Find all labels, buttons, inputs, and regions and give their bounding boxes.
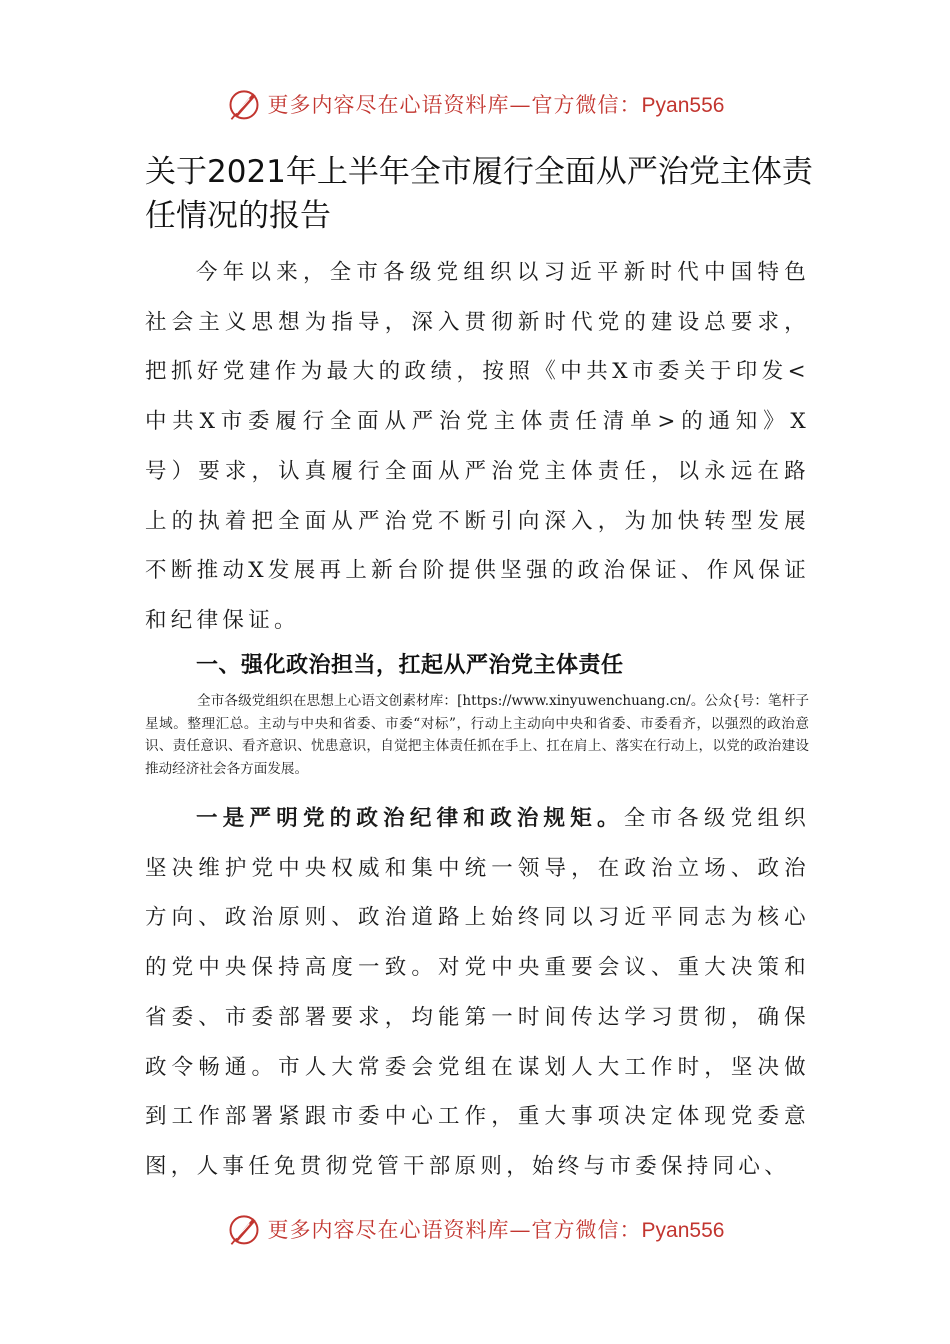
banner-text: 更多内容尽在心语资料库—官方微信：Pyan556 <box>267 1218 725 1242</box>
wechat-handle: Pyan556 <box>641 94 725 117</box>
section-note: 全市各级党组织在思想上心语文创素材库：[https://www.xinyuwenchuang.cn/。公众{号：笔杆子星域。整理汇总。主动与中央和省委、市委“对标”，行动上主动向中央和省委、市委看齐，以强烈的政治意识、责任意识、看齐意识、忧患意识，自觉把主体责任抓在手上、扛在肩上、落实在行动上，以党的政治建设推动经济社会各方面发展。 <box>145 693 809 777</box>
intro-paragraph: 今年以来，全市各级党组织以习近平新时代中国特色社会主义思想为指导，深入贯彻新时代党的建设总要求，把抓好党建作为最大的政绩，按照《中共X市委关于印发<中共X市委履行全面从严治党主体责任清单>的通知》X号）要求，认真履行全面从严治党主体责任，以永远在路上的执着把全面从严治党不断引向深入，为加快转型发展不断推动X发展再上新台阶提供坚强的政治保证、作风保证和纪律保证。 <box>145 260 810 633</box>
document-title: 关于2021年上半年全市履行全面从严治党主体责任情况的报告 <box>145 154 813 234</box>
point-lead: 一是严明党的政治纪律和政治规矩。 <box>196 806 624 831</box>
footer-banner <box>0 1209 950 1249</box>
point-paragraph <box>145 794 810 1192</box>
header-banner <box>0 84 950 124</box>
pen-quill-logo-icon <box>226 86 262 122</box>
section-heading: 一、强化政治担当，扛起从严治党主体责任 <box>196 653 624 678</box>
wechat-handle: Pyan556 <box>641 1219 725 1242</box>
banner-text: 更多内容尽在心语资料库—官方微信：Pyan556 <box>267 93 725 117</box>
pen-quill-logo-icon <box>226 1211 262 1247</box>
point-body: 全市各级党组织坚决维护党中央权威和集中统一领导，在政治立场、政治方向、政治原则、政治道路上始终同以习近平同志为核心的党中央保持高度一致。对党中央重要会议、重大决策和省委、市委部署要求，均能第一时间传达学习贯彻，确保政令畅通。市人大常委会党组在谋划人大工作时，坚决做到工作部署紧跟市委中心工作，重大事项决定体现党委意图，人事任免贯彻党管干部原则，始终与市委保持同心、 <box>145 806 810 1179</box>
